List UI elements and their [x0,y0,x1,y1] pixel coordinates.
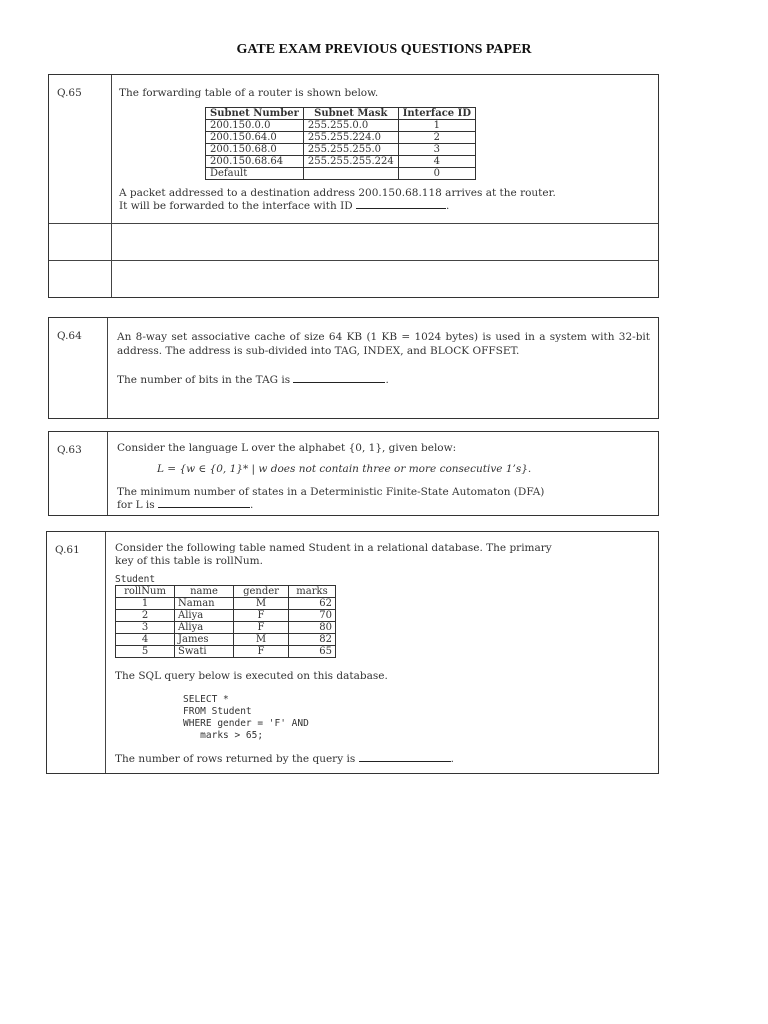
sql-line: marks > 65; [183,730,264,741]
question-61-text1: Consider the following table named Student in a relational database. The primary [115,542,552,554]
table-row [116,646,336,658]
student-table [115,585,336,658]
table-cell: 2 [398,132,475,144]
student-table-header [116,586,336,598]
column-header: rollNum [116,586,175,598]
table-cell: 5 [116,646,175,658]
question-61-text2: key of this table is rollNum. [115,555,263,567]
question-61-label: Q.61 [55,544,80,556]
question-63-prompt: for L is [117,499,155,511]
table-row [116,622,336,634]
question-63-question1: The minimum number of states in a Deterministic Finite-State Automaton (DFA) [117,486,545,498]
student-table-name: Student [115,574,156,585]
question-61-end: . [450,753,454,765]
question-65-intro: The forwarding table of a router is shown below. [119,87,379,99]
forwarding-table-header [206,108,476,120]
question-65-end: . [446,200,450,212]
table-cell: 200.150.64.0 [206,132,304,144]
table-cell: James [175,634,234,646]
question-64-prompt: The number of bits in the TAG is [117,374,291,386]
answer-blank [293,382,385,383]
table-row [206,120,476,132]
column-header: marks [289,586,336,598]
table-cell: Aliya [175,622,234,634]
question-61-body [107,532,658,773]
question-64-body [109,318,658,387]
table-cell: 255.255.224.0 [303,132,398,144]
column-header: gender [234,586,289,598]
question-64-number-cell [49,318,108,418]
table-cell: F [234,646,289,658]
table-row [206,144,476,156]
question-63-text: Consider the language L over the alphabet {0, 1}, given below: [117,442,457,454]
table-cell: 4 [398,156,475,168]
question-61-question [115,753,454,766]
table-cell: 1 [398,120,475,132]
question-61-number-cell [47,532,106,773]
page-title: GATE EXAM PREVIOUS QUESTIONS PAPER [236,42,532,57]
table-cell: 200.150.68.64 [206,156,304,168]
empty-row [49,260,658,261]
column-header: Subnet Number [206,108,304,120]
question-65-line1: A packet addressed to a destination address 200.150.68.118 arrives at the router. [119,187,556,199]
table-row [116,610,336,622]
sql-query [183,694,309,742]
sql-intro: The SQL query below is executed on this database. [115,670,388,682]
sql-line: FROM Student [183,706,252,717]
table-cell: 82 [289,634,336,646]
question-61-prompt: The number of rows returned by the query is [115,753,356,765]
table-cell: Aliya [175,610,234,622]
table-cell: 80 [289,622,336,634]
table-cell: F [234,622,289,634]
question-63-number-cell [49,432,108,515]
table-cell: 255.255.255.224 [303,156,398,168]
table-cell: F [234,610,289,622]
forwarding-table [205,107,476,180]
table-cell: 62 [289,598,336,610]
table-cell: 3 [398,144,475,156]
table-cell: 3 [116,622,175,634]
question-63-body [109,432,658,512]
table-cell: 1 [116,598,175,610]
question-63-box [48,431,659,516]
table-cell: M [234,634,289,646]
table-row [116,634,336,646]
table-cell: 70 [289,610,336,622]
empty-row [49,223,658,260]
table-cell: M [234,598,289,610]
answer-blank [359,761,451,762]
question-65-number-cell [49,75,112,297]
question-64-text: An 8-way set associative cache of size 64 KB (1 KB = 1024 bytes) is used in a system with 32-bit address. The address is sub-divided into TAG, INDEX, and BLOCK OFFSET. [117,331,650,357]
table-row [206,132,476,144]
table-cell [303,168,398,180]
column-header: Subnet Mask [303,108,398,120]
answer-blank [356,208,446,209]
question-64-label: Q.64 [57,330,82,342]
table-cell: 65 [289,646,336,658]
table-cell: 255.255.0.0 [303,120,398,132]
table-cell: 4 [116,634,175,646]
table-cell: 255.255.255.0 [303,144,398,156]
table-cell: 200.150.68.0 [206,144,304,156]
question-65-label: Q.65 [57,87,82,99]
table-row [206,156,476,168]
table-cell: 0 [398,168,475,180]
question-65-body [113,75,658,213]
question-64-end: . [385,374,389,386]
sql-line: WHERE gender = 'F' AND [183,718,309,729]
table-row [206,168,476,180]
sql-line: SELECT * [183,694,229,705]
question-63-label: Q.63 [57,444,82,456]
table-cell: Default [206,168,304,180]
table-cell: Naman [175,598,234,610]
question-64-question [117,374,650,387]
question-65-prompt: It will be forwarded to the interface with ID [119,200,353,212]
question-65-line2 [119,200,652,213]
column-header: Interface ID [398,108,475,120]
question-61-box [46,531,659,774]
table-cell: 200.150.0.0 [206,120,304,132]
question-63-end: . [249,499,254,511]
table-cell: 2 [116,610,175,622]
question-65-box [48,74,659,298]
answer-blank [158,507,250,508]
question-63-formula: L = {w ∈ {0, 1}* | w does not contain three or more consecutive 1’s}. [157,463,532,475]
column-header: name [175,586,234,598]
table-row [116,598,336,610]
question-64-box [48,317,659,419]
table-cell: Swati [175,646,234,658]
question-63-question2 [117,499,650,512]
